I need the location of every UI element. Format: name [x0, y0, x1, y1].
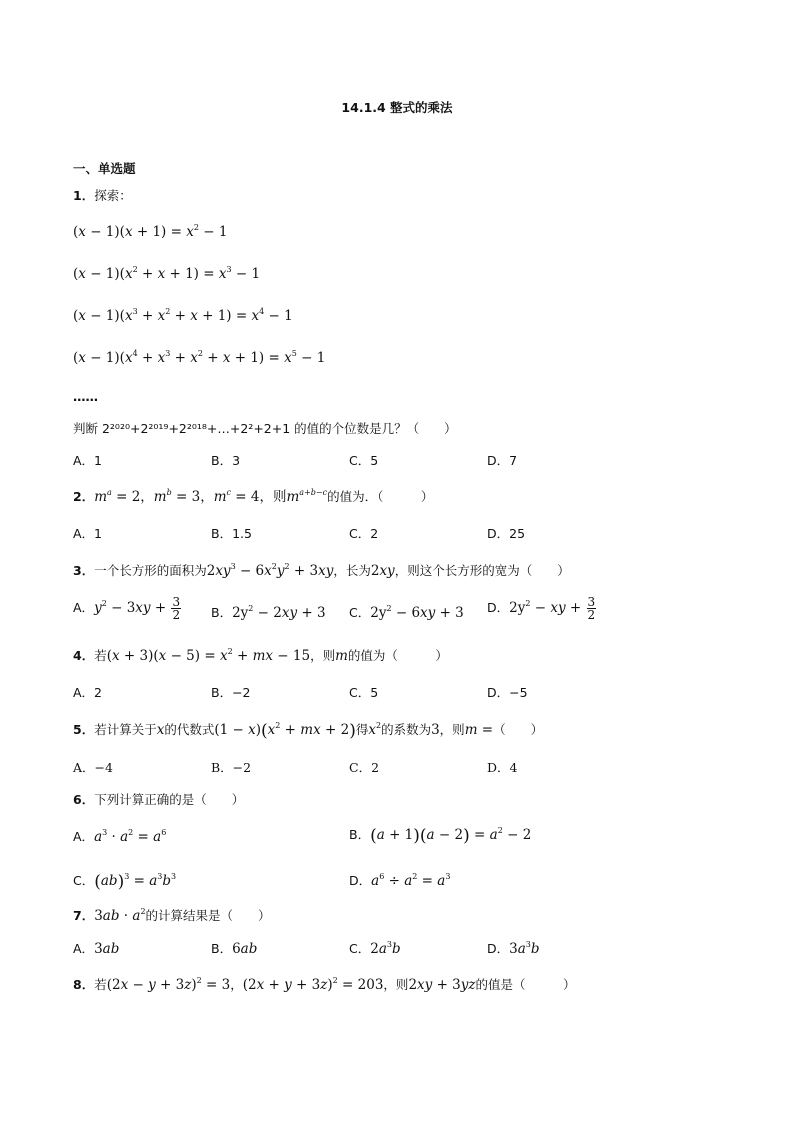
option-a[interactable]: A．2 — [73, 685, 103, 700]
question-text: 若计算关于 — [94, 722, 157, 737]
option-d[interactable]: D．$2y^2$ − xy + $\frac{3}{2}$ — [487, 595, 596, 622]
formula: m — [335, 648, 348, 664]
question-text: 下列计算正确的是（ ） — [94, 792, 245, 807]
question-8-text — [73, 976, 576, 994]
option-b[interactable]: B．3 — [211, 453, 241, 468]
formula: x — [156, 722, 165, 738]
question-text: 的值为（ ） — [347, 648, 448, 663]
option-c[interactable]: C．5 — [349, 453, 379, 468]
question-number: 6． — [73, 792, 95, 807]
question-text: ， — [230, 977, 243, 992]
formula: m = — [464, 722, 494, 738]
question-5-text — [73, 721, 543, 740]
option-a[interactable]: A．3ab — [73, 941, 120, 957]
question-number: 2． — [73, 489, 95, 504]
question-text: ，则这个长方形的宽为（ ） — [394, 563, 570, 578]
question-number: 1． — [73, 188, 95, 203]
option-a[interactable]: A．−4 — [73, 760, 113, 775]
option-d[interactable]: D．−5 — [487, 685, 528, 700]
question-4-text — [73, 647, 448, 665]
question-3-text — [73, 562, 570, 580]
formula: $m^a = 2$，$m^b = 3$，$m^c = 4$，则$m^{a+b-c}$ — [94, 488, 328, 505]
question-text: 的代数式 — [164, 722, 215, 737]
question-text: 探索： — [94, 188, 132, 203]
ellipsis: …… — [73, 389, 98, 404]
formula: $(2x + y + 3z)^2 = 203$ — [242, 976, 384, 993]
question-text: 的值为．（ ） — [327, 489, 434, 504]
question-number: 8． — [73, 977, 95, 992]
question-number: 5． — [73, 722, 95, 737]
option-d[interactable]: D．4 — [487, 760, 518, 775]
formula: $3ab \cdot a^2$ — [94, 907, 146, 924]
question-text: 一个长方形的面积为 — [94, 563, 207, 578]
option-d[interactable]: D．25 — [487, 526, 526, 541]
option-c[interactable]: C．2 — [349, 760, 380, 775]
equation-4: $(x - 1)(x^4 + x^3 + x^2 + x + 1) = x^5 - 1$ — [73, 349, 326, 366]
question-text: ，则 — [439, 722, 465, 737]
option-c[interactable]: C．5 — [349, 685, 379, 700]
equation-2: $(x - 1)(x^2 + x + 1) = x^3 - 1$ — [73, 265, 261, 282]
question-text: （ ） — [493, 722, 544, 737]
option-d[interactable]: D．7 — [487, 453, 518, 468]
option-c[interactable]: C．$2y^2 - 6xy + 3$ — [349, 604, 464, 621]
formula: $(1 - x)(x^2$ + mx + 2) — [214, 721, 356, 741]
question-1-stem — [73, 187, 132, 205]
option-a[interactable]: A．1 — [73, 526, 103, 541]
question-6-text — [73, 791, 244, 809]
option-d[interactable]: D．$a^6 \div a^2 = a^3$ — [349, 872, 451, 889]
question-number: 7． — [73, 908, 95, 923]
option-b[interactable]: B．−2 — [211, 685, 251, 700]
option-a[interactable]: A．$y^2 - 3xy$ + $\frac{3}{2}$ — [73, 595, 181, 622]
formula: $x^2$ — [368, 721, 382, 738]
formula: $(2x - y + 3z)^2 = 3$ — [106, 976, 231, 993]
question-number: 4． — [73, 648, 95, 663]
question-text: 若 — [94, 977, 107, 992]
formula: $(x + 3)(x - 5) = x^2$ + mx − 15 — [106, 647, 311, 664]
option-b[interactable]: B．1.5 — [211, 526, 252, 541]
question-number: 3． — [73, 563, 95, 578]
equation-1: $(x - 1)(x + 1) = x^2 - 1$ — [73, 223, 228, 240]
option-c[interactable]: C．$(ab)^3 = a^3b^3$ — [73, 872, 177, 892]
formula: 3 — [431, 722, 440, 738]
option-b[interactable]: B．$2y^2 - 2xy + 3$ — [211, 604, 326, 621]
option-a[interactable]: A．$a^3 \cdot a^2 = a^6$ — [73, 828, 167, 845]
question-7-text — [73, 907, 271, 925]
option-a[interactable]: A．1 — [73, 453, 103, 468]
question-text: ，则 — [310, 648, 336, 663]
question-text: 的计算结果是（ ） — [145, 908, 271, 923]
option-c[interactable]: C．$2a^3b$ — [349, 940, 401, 957]
question-text: 得 — [355, 722, 369, 737]
option-c[interactable]: C．2 — [349, 526, 379, 541]
question-text: 的系数为 — [381, 722, 432, 737]
option-b[interactable]: B．6ab — [211, 941, 258, 957]
page-title: 14.1.4 整式的乘法 — [341, 100, 453, 115]
option-b[interactable]: B．$(a + 1)(a - 2) = a^2 - 2$ — [349, 826, 532, 846]
option-d[interactable]: D．$3a^3b$ — [487, 940, 540, 957]
formula: $2xy^3 - 6x^2y^2 + 3xy$ — [206, 562, 334, 579]
formula: 2xy — [370, 563, 395, 579]
question-1-text: 判断 2²⁰²⁰+2²⁰¹⁹+2²⁰¹⁸+…+2²+2+1 的值的个位数是几？（ ） — [73, 421, 457, 436]
question-text: ，则 — [383, 977, 409, 992]
question-text: 若 — [94, 648, 107, 663]
section-heading: 一、单选题 — [73, 161, 136, 176]
equation-3: $(x - 1)(x^3 + x^2 + x + 1) = x^4 - 1$ — [73, 307, 293, 324]
question-text: ，长为 — [333, 563, 371, 578]
question-2-text — [73, 488, 433, 506]
option-b[interactable]: B．−2 — [211, 760, 252, 775]
formula: 2xy + 3yz — [408, 977, 476, 993]
question-text: 的值是（ ） — [475, 977, 576, 992]
